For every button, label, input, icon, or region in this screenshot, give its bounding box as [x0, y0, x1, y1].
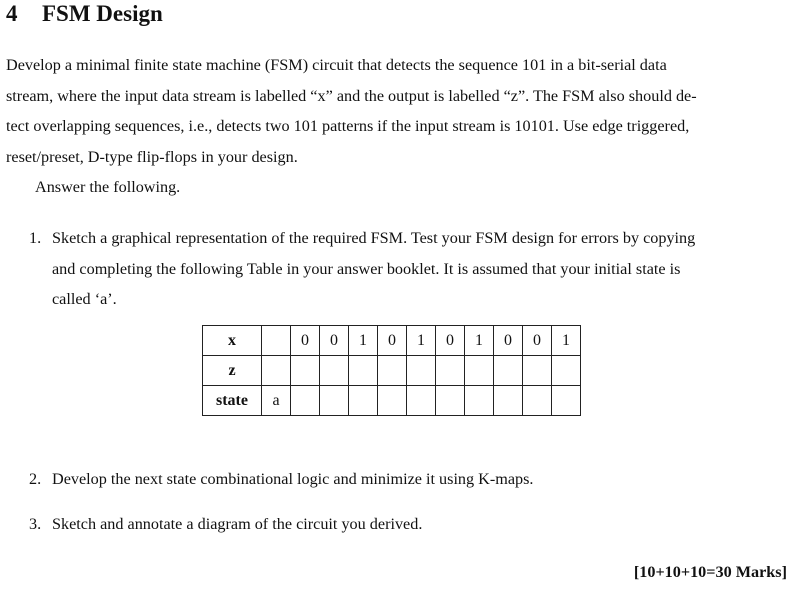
table-cell [349, 356, 378, 386]
x-value-cell: 1 [465, 326, 494, 356]
row-label-z: z [203, 356, 262, 386]
marks-total: [10+10+10=30 Marks] [633, 563, 787, 581]
table-cell [436, 356, 465, 386]
x-value-cell: 0 [494, 326, 523, 356]
table-cell [436, 386, 465, 416]
table-cell [320, 386, 349, 416]
intro-line: tect overlapping sequences, i.e., detects two 101 patterns if the input stream is 10101. Use edge triggered, [6, 117, 690, 135]
table-cell [523, 356, 552, 386]
table-cell [349, 386, 378, 416]
row-label-state: state [203, 386, 262, 416]
intro-line: reset/preset, D-type flip-flops in your design. [6, 147, 298, 166]
table-cell [465, 356, 494, 386]
table-cell [552, 356, 581, 386]
table-cell [320, 356, 349, 386]
table-cell [494, 386, 523, 416]
table-row-state [203, 386, 581, 416]
table-cell [552, 386, 581, 416]
table-cell [378, 356, 407, 386]
row-label-x: x [203, 326, 262, 356]
table-cell [262, 356, 291, 386]
table-cell [523, 386, 552, 416]
intro-line: stream, where the input data stream is labelled “x” and the output is labelled “z”. The FSM also should de- [6, 86, 697, 105]
table-cell [378, 386, 407, 416]
question-line: and completing the following Table in your answer booklet. It is assumed that your initial state is [52, 259, 681, 278]
section-heading [6, 1, 163, 27]
x-value-cell: 1 [552, 326, 581, 356]
table-cell [407, 356, 436, 386]
section-number: 4 [6, 1, 18, 26]
answer-prompt: Answer the following. [35, 178, 181, 196]
question-number: 3. [29, 515, 42, 533]
table-cell [262, 326, 291, 356]
x-value-cell: 0 [291, 326, 320, 356]
question-line: Sketch a graphical representation of the required FSM. Test your FSM design for errors by copying [52, 229, 696, 247]
x-value-cell: 1 [407, 326, 436, 356]
table-cell [291, 356, 320, 386]
x-value-cell: 0 [436, 326, 465, 356]
question-number: 2. [29, 470, 42, 488]
x-value-cell: 1 [349, 326, 378, 356]
question-line: Sketch and annotate a diagram of the circuit you derived. [52, 515, 423, 533]
question-number: 1. [29, 229, 42, 247]
x-value-cell: 0 [320, 326, 349, 356]
table-cell [407, 386, 436, 416]
x-value-cell: 0 [378, 326, 407, 356]
table-row-x [203, 326, 581, 356]
state-trace-table [202, 325, 581, 416]
question-line: called ‘a’. [52, 290, 117, 308]
table-cell [291, 386, 320, 416]
x-value-cell: 0 [523, 326, 552, 356]
table-row-z [203, 356, 581, 386]
intro-paragraph [6, 50, 785, 172]
initial-state-cell: a [262, 386, 291, 416]
intro-line: Develop a minimal finite state machine (FSM) circuit that detects the sequence 101 in a bit-serial data [6, 56, 667, 74]
table-cell [465, 386, 494, 416]
question-line: Develop the next state combinational logic and minimize it using K-maps. [52, 470, 534, 488]
section-title: FSM Design [42, 1, 163, 26]
table-cell [494, 356, 523, 386]
